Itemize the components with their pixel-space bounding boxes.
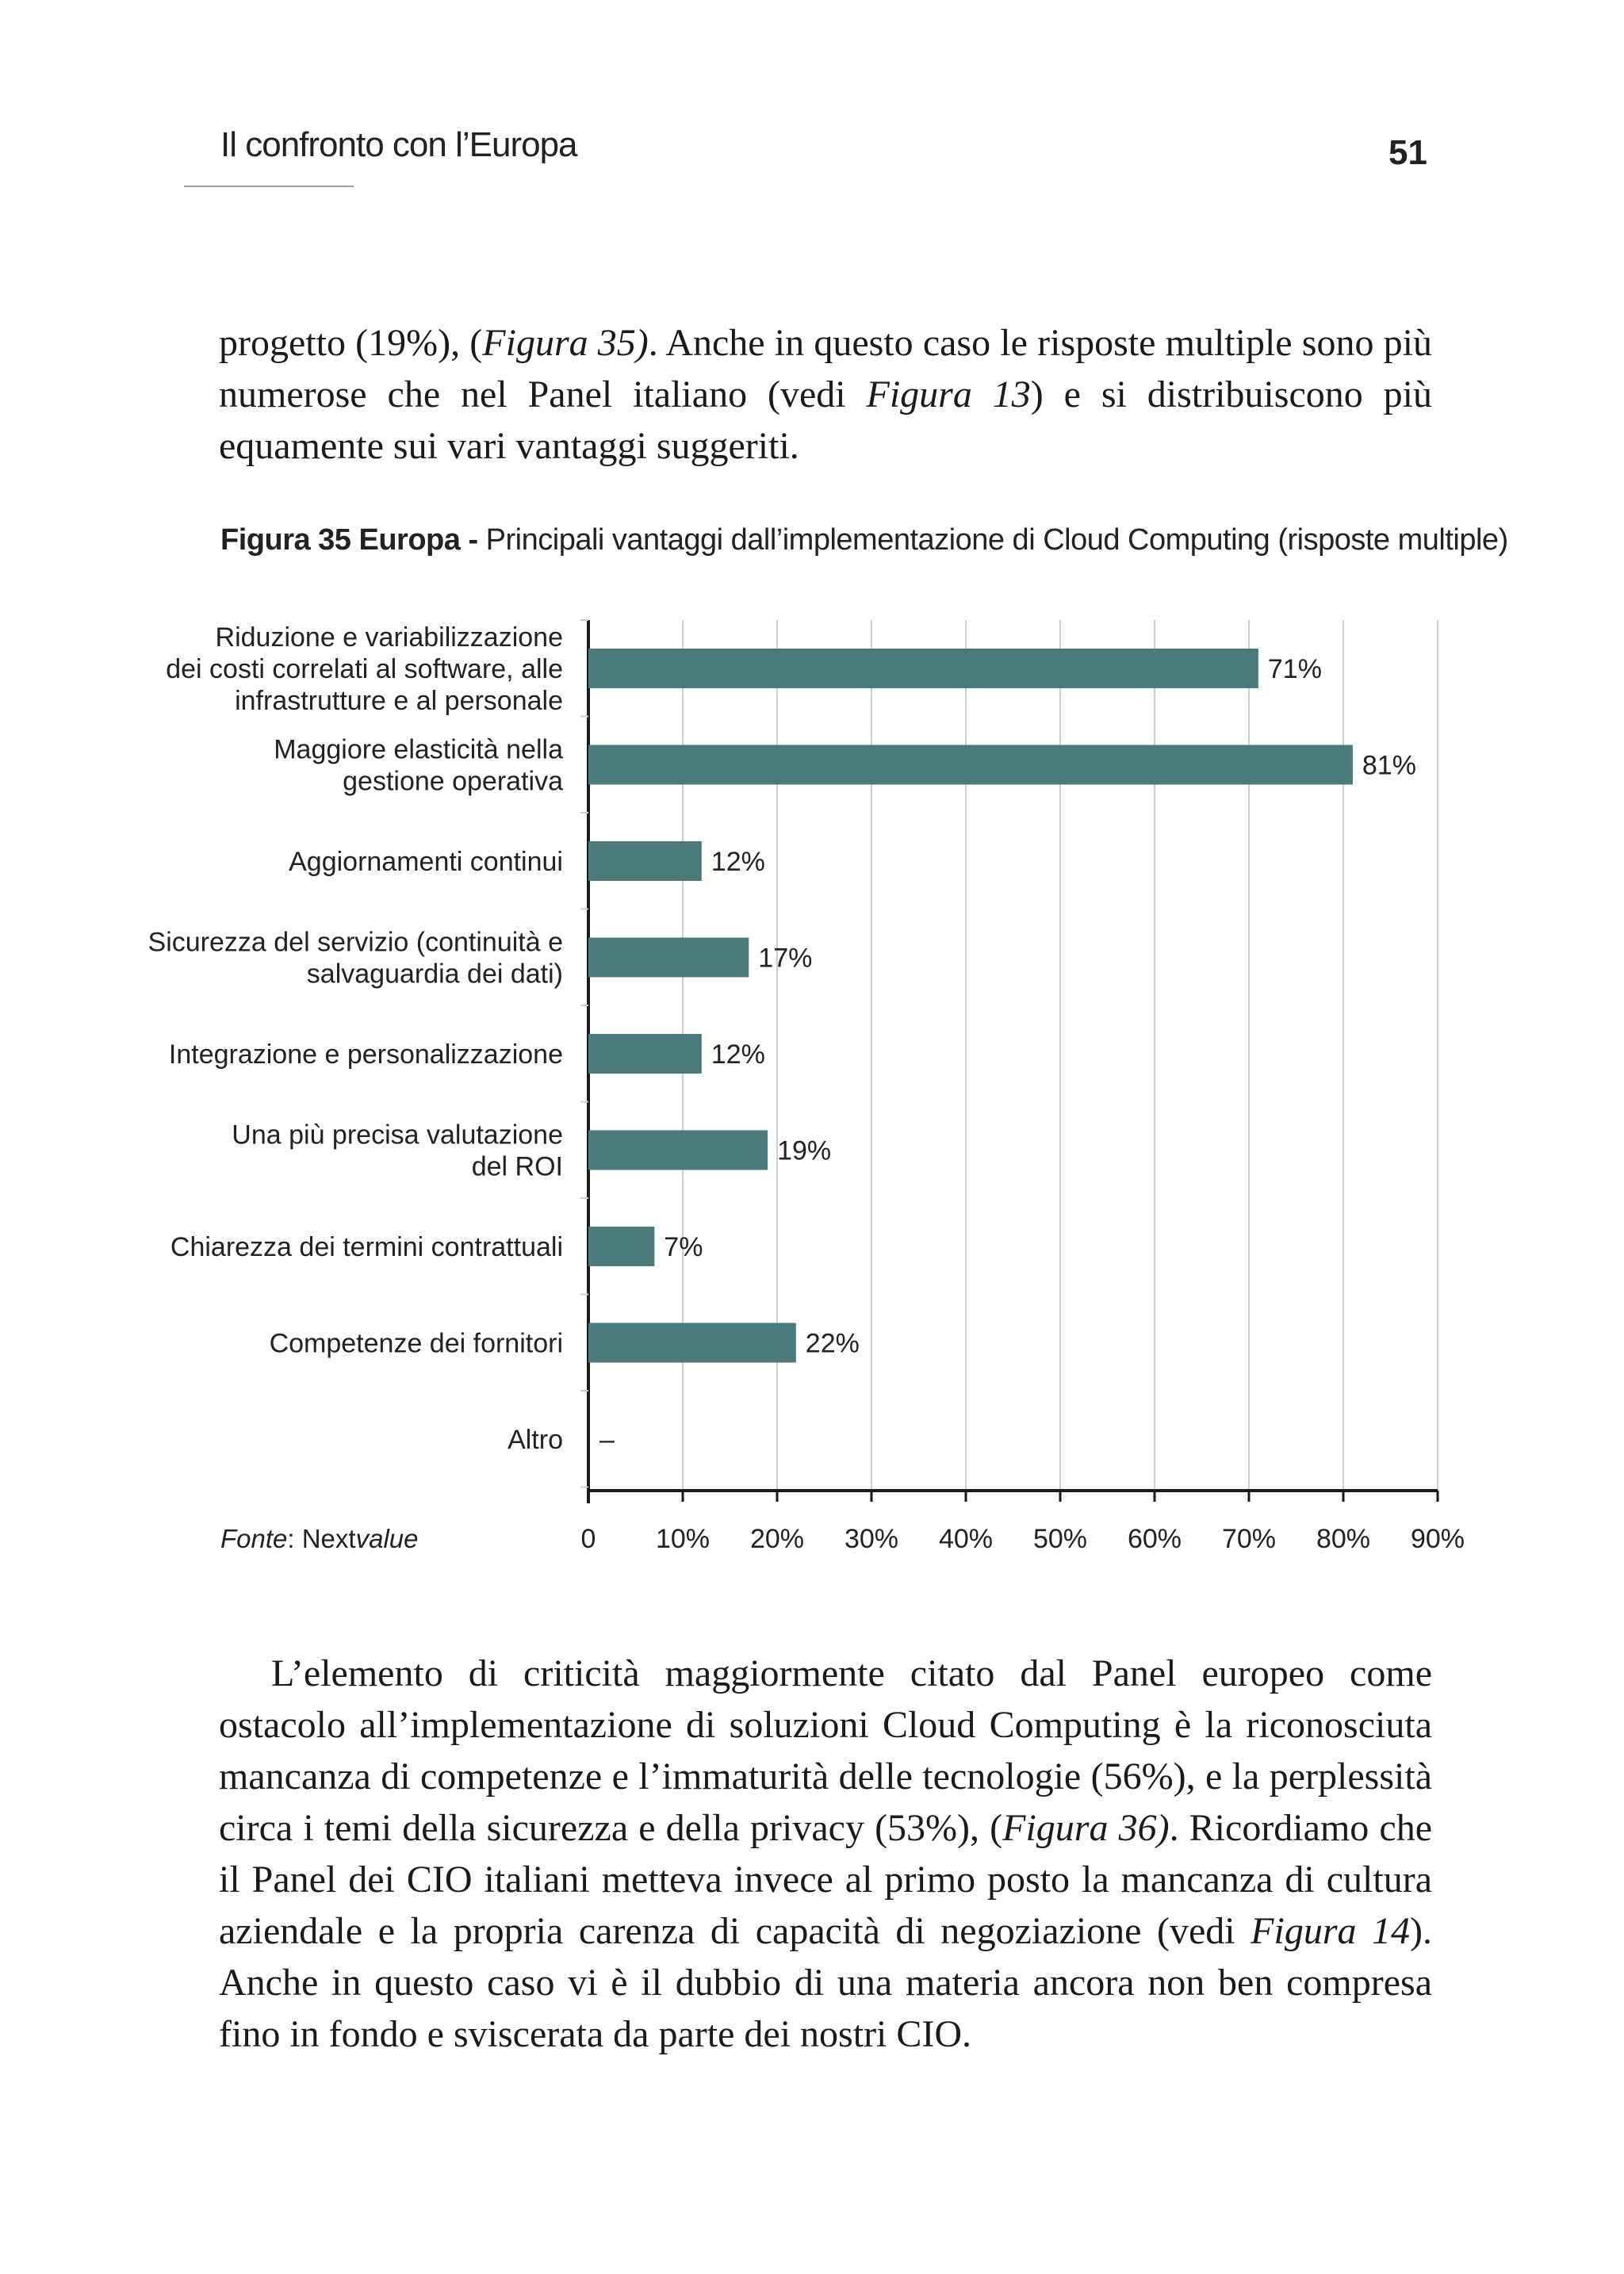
x-tick-label-0: 0 [580,1524,596,1554]
source-prefix: Fonte [220,1524,288,1553]
bar-1 [588,745,1353,785]
p2-figure-ref-36: Figura 36) [1002,1807,1170,1849]
figure-caption-label: Figura 35 Europa - [220,523,478,557]
p2-text-1: L’elemento di criticità maggiormente citato dal Panel europeo come ostacolo all’implementazione di soluzioni Cloud Computing è la riconosciuta mancanza di competenze e l’immaturità delle tecnologie (56%), e la perplessità circa i temi della sicurezza e della privacy (53%), ( [219,1652,1432,1849]
x-tick-label-90: 90% [1410,1524,1465,1554]
category-label-1-0: Maggiore elasticità nella [274,734,563,765]
p1-text-2: . Anche in questo caso le risposte multiple sono più numerose che nel Panel italiano (vedi [219,322,1433,415]
bar-2 [588,841,702,881]
category-label-5-1: del ROI [471,1151,563,1182]
p1-text-1: progetto (19%), ( [219,322,483,364]
x-tick-label-60: 60% [1127,1524,1182,1554]
source-mid: : Next [287,1524,356,1553]
bar-6 [588,1227,654,1266]
bar-0 [588,649,1258,688]
category-label-0-2: infrastrutture e al personale [235,686,563,716]
category-label-8-0: Altro [508,1425,563,1455]
value-label-6: 7% [664,1232,703,1262]
x-tick-label-30: 30% [844,1524,899,1554]
bar-3 [588,938,749,978]
x-tick-label-80: 80% [1316,1524,1371,1554]
value-label-8: – [599,1425,615,1455]
p2-text-3: ). Anche in questo caso vi è il dubbio di una materia ancora non ben compresa fino in fondo e sviscerata da parte dei nostri CIO. [219,1910,1432,2055]
p2-figure-ref-14: Figura 14 [1251,1910,1411,1952]
value-label-4: 12% [710,1039,765,1070]
category-label-0-0: Riduzione e variabilizzazione [215,622,563,653]
category-label-2-0: Aggiornamenti continui [289,847,563,877]
p1-figure-ref-13: Figura 13 [866,373,1031,415]
category-label-0-1: dei costi correlati al software, alle [166,654,563,684]
figure-caption-title: Principali vantaggi dall’implementazione di Cloud Computing (risposte multiple) [477,523,1508,557]
category-label-7-0: Competenze dei fornitori [269,1328,563,1359]
category-label-3-1: salvaguardia dei dati) [306,959,563,990]
running-header: Il confronto con l’Europa [220,125,577,164]
p2-text-2: . Ricordiamo che il Panel dei CIO italiani metteva invece al primo posto la mancanza di cultura aziendale e la propria carenza di capacità di negoziazione (vedi [219,1807,1433,1952]
figure-source [220,1524,418,1554]
category-label-5-0: Una più precisa valutazione [232,1120,563,1150]
value-label-3: 17% [758,943,813,974]
x-tick-label-20: 20% [749,1524,805,1554]
bar-4 [588,1034,702,1074]
value-label-2: 12% [710,847,765,877]
p1-text-3: ) e si distribuiscono più equamente sui vari vantaggi suggeriti. [219,373,1432,467]
category-label-3-0: Sicurezza del servizio (continuità e [147,927,563,958]
bar-5 [588,1131,768,1170]
value-label-7: 22% [805,1328,860,1359]
x-tick-label-40: 40% [938,1524,994,1554]
p1-figure-ref-35: Figura 35) [482,322,649,364]
category-label-6-0: Chiarezza dei termini contrattuali [170,1232,563,1262]
page-number: 51 [1388,133,1427,172]
category-label-1-1: gestione operativa [343,766,563,797]
x-tick-label-70: 70% [1221,1524,1277,1554]
bar-7 [588,1323,796,1363]
value-label-0: 71% [1267,654,1322,684]
source-suffix: value [355,1524,419,1553]
paragraph-criticality [219,1648,1432,2060]
value-label-5: 19% [777,1135,832,1166]
category-label-4-0: Integrazione e personalizzazione [168,1039,563,1070]
value-label-1: 81% [1362,750,1416,781]
x-tick-label-50: 50% [1032,1524,1088,1554]
x-tick-label-10: 10% [655,1524,710,1554]
